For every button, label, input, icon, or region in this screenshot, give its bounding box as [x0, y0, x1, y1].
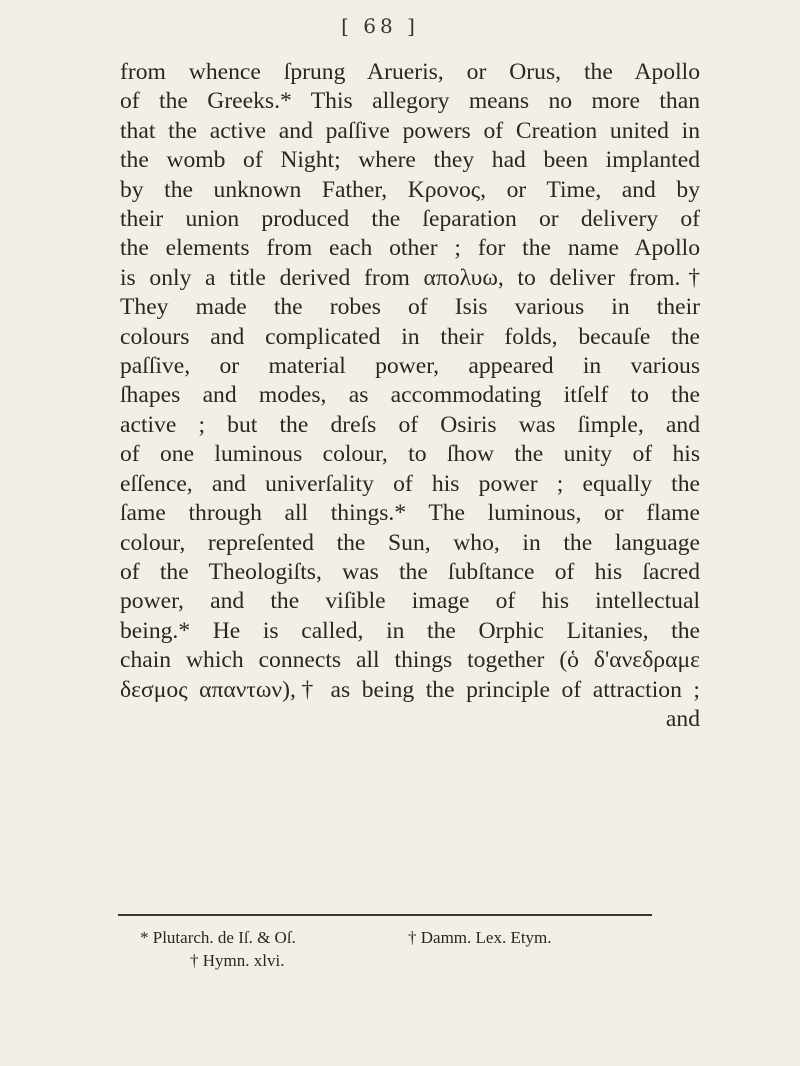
text-line: eſſence, and univerſality of his power ; equally the: [120, 470, 700, 497]
text-line: that the active and paſſive powers of Creation united in: [120, 117, 700, 144]
text-line: paſſive, or material power, appeared in various: [120, 353, 700, 380]
text-line: the elements from each other ; for the name Apollo: [120, 235, 700, 262]
text-line: They made the robes of Isis various in their: [120, 294, 700, 321]
body-text: [120, 58, 700, 734]
text-line: of one luminous colour, to ſhow the unity of his: [120, 441, 700, 468]
text-line: their union produced the ſeparation or delivery of: [120, 206, 700, 233]
text-line: ſhapes and modes, as accommodating itſelf to the: [120, 382, 700, 409]
footnote-line: [140, 928, 552, 948]
text-line: by the unknown Father, Κρονος, or Time, and by: [120, 176, 700, 203]
text-line: being.* He is called, in the Orphic Litanies, the: [120, 617, 700, 644]
text-line: of the Greeks.* This allegory means no more than: [120, 88, 700, 115]
text-line: is only a title derived from απολυω, to deliver from.†: [120, 264, 700, 291]
page-number: [ 68 ]: [341, 14, 419, 38]
text-line: colour, repreſented the Sun, who, in the language: [120, 529, 700, 556]
text-line: ſame through all things.* The luminous, or flame: [120, 500, 700, 527]
text-line: δεσμος απαντων),† as being the principle of attraction ;: [120, 676, 700, 703]
text-line: colours and complicated in their folds, becauſe the: [120, 323, 700, 350]
footnote-damm: † Damm. Lex. Etym.: [408, 928, 552, 947]
text-line: from whence ſprung Arueris, or Orus, the Apollo: [120, 59, 700, 85]
text-line: active ; but the dreſs of Osiris was ſimple, and: [120, 411, 700, 438]
footnote-rule: [118, 914, 652, 916]
catchword: and: [665, 705, 700, 732]
text-line: power, and the viſible image of his intellectual: [120, 588, 700, 615]
footnote-plutarch: * Plutarch. de Iſ. & Oſ.: [140, 928, 296, 947]
text-line: of the Theologiſts, was the ſubſtance of his ſacred: [120, 558, 700, 585]
text-line: the womb of Night; where they had been implanted: [120, 147, 700, 174]
text-line: chain which connects all things together (ὁ δ'ανεδραμε: [120, 647, 700, 674]
footnote-hymn: † Hymn. xlvi.: [190, 951, 285, 970]
